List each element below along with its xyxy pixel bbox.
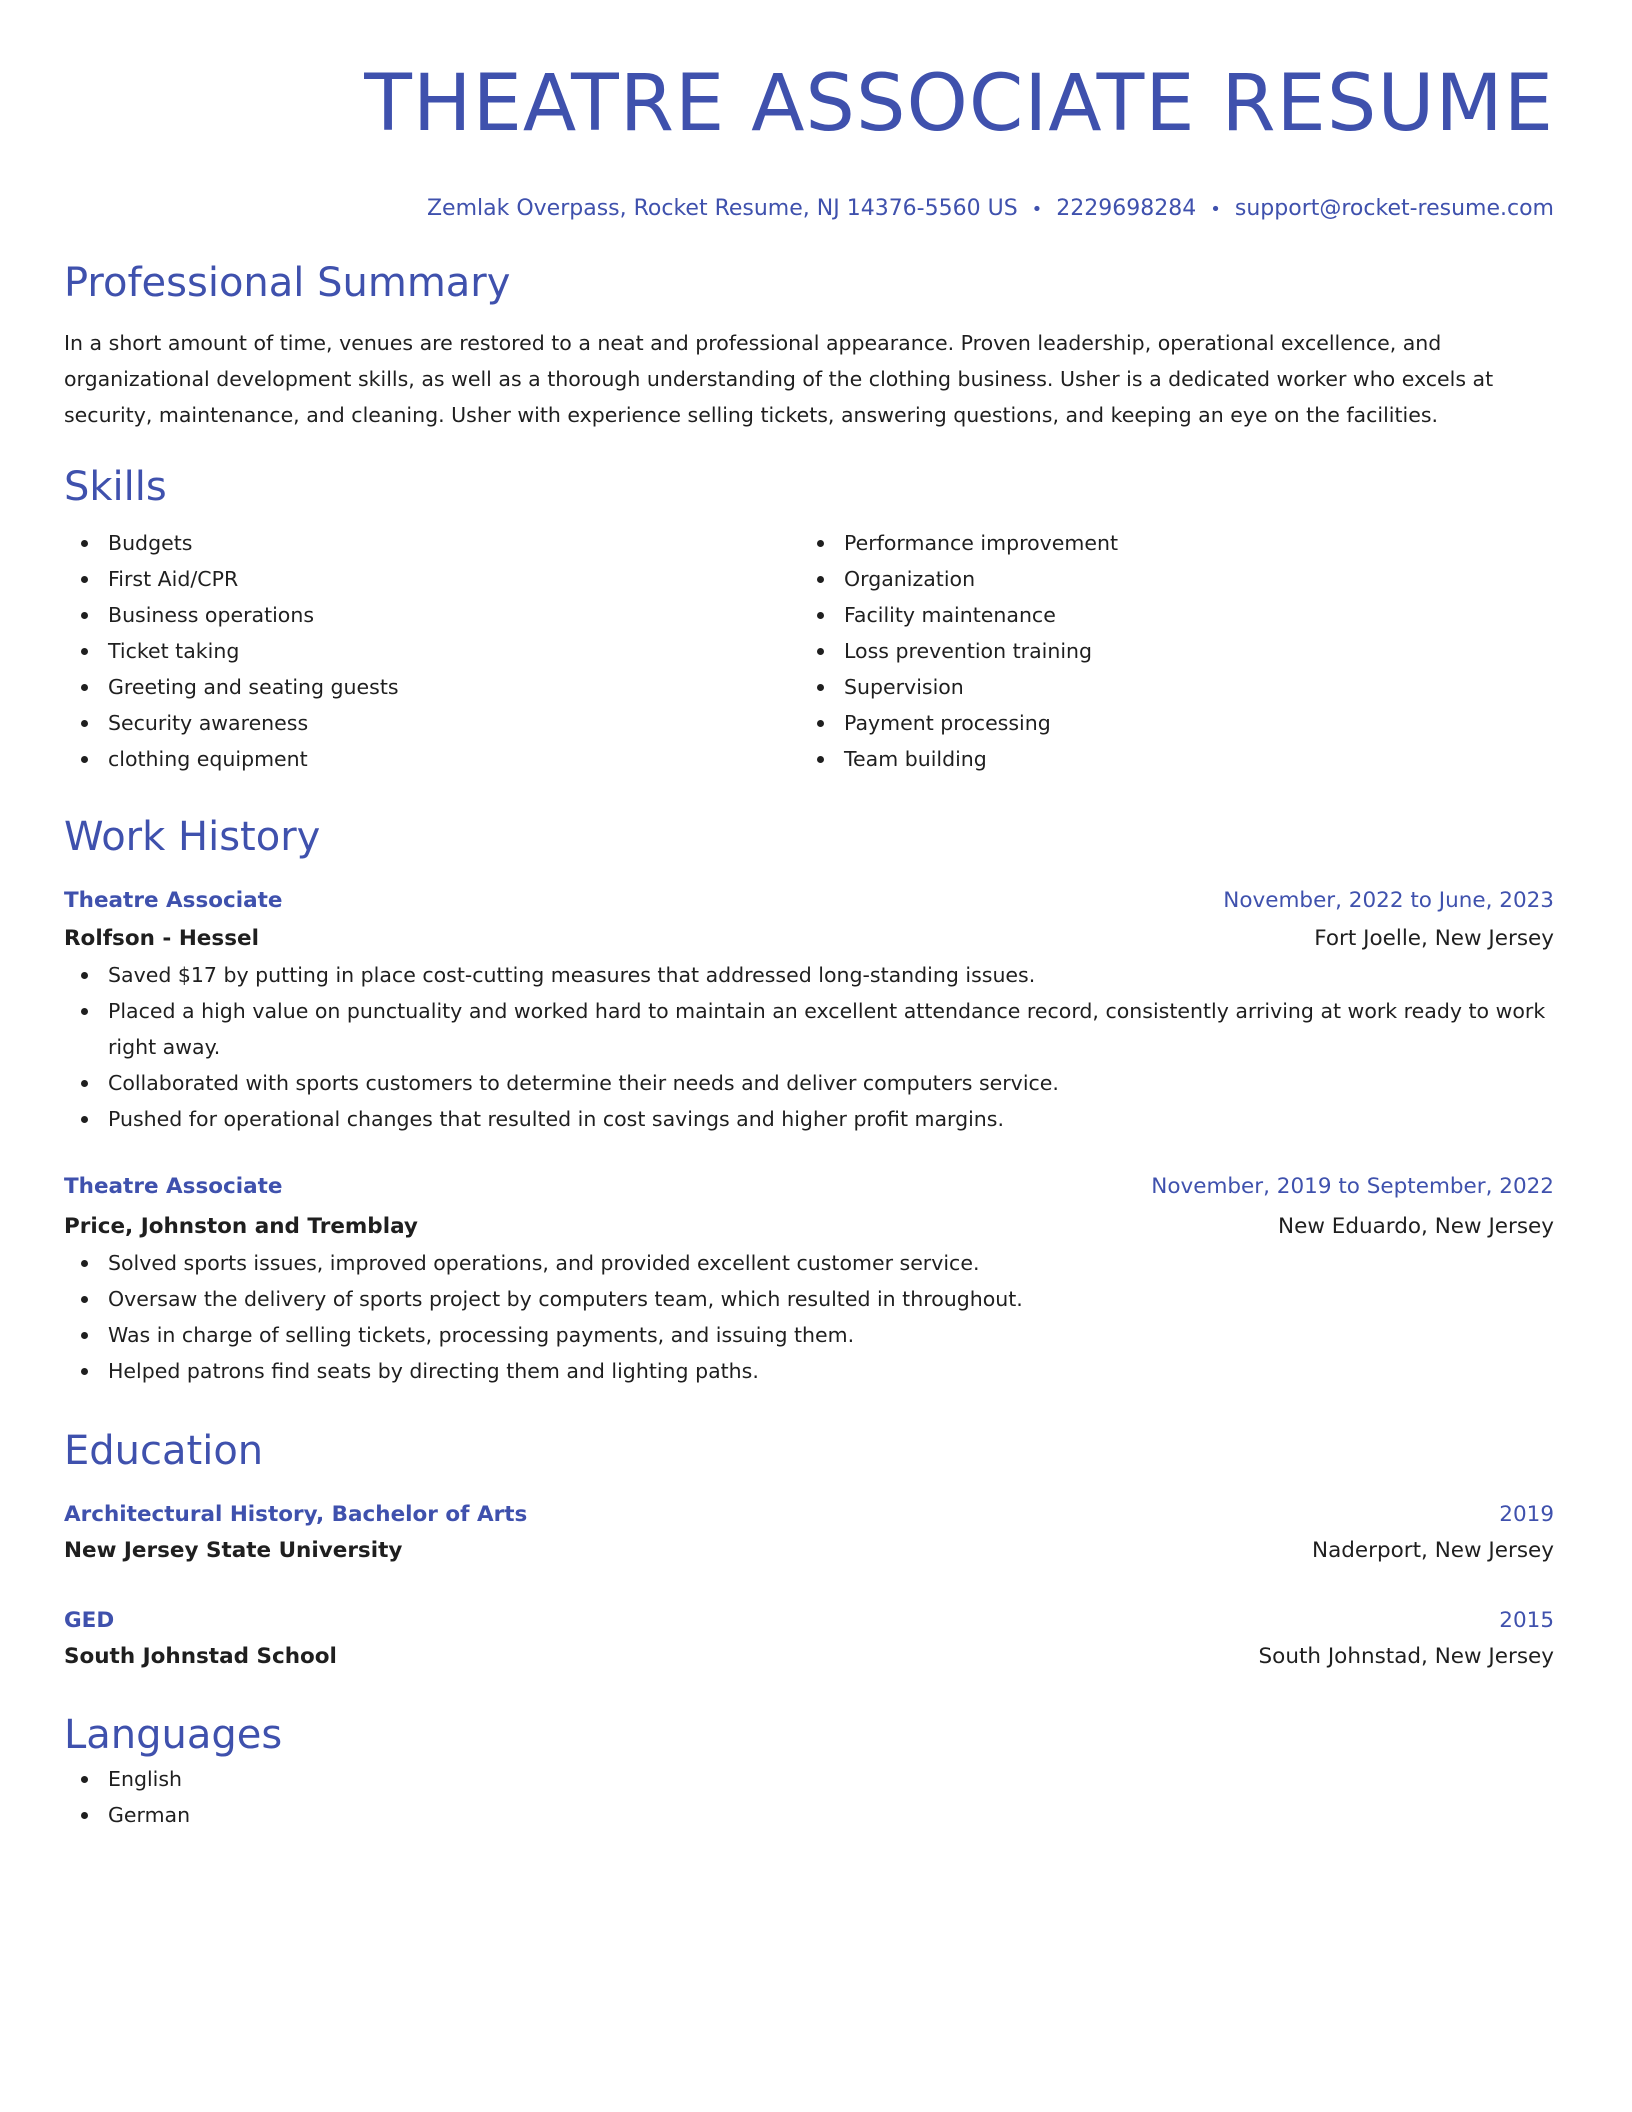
job-entry	[64, 1169, 1554, 1389]
education-location: South Johnstad, New Jersey	[1258, 1644, 1554, 1669]
job-bullet: Saved $17 by putting in place cost-cutting measures that addressed long-standing issues.	[64, 957, 1554, 993]
work-history-heading: Work History	[64, 814, 321, 860]
skills-list-left	[64, 525, 800, 777]
skills-heading: Skills	[64, 464, 167, 510]
job-bullet: Helped patrons find seats by directing them and lighting paths.	[64, 1353, 1554, 1389]
education-location: Naderport, New Jersey	[1311, 1538, 1554, 1563]
job-header-row	[64, 883, 1554, 919]
skill-item: Security awareness	[64, 705, 800, 741]
contact-separator: •	[1210, 199, 1221, 220]
job-bullet: Oversaw the delivery of sports project by computers team, which resulted in throughout.	[64, 1281, 1554, 1317]
language-item: German	[64, 1797, 1554, 1833]
job-title: Theatre Associate	[64, 888, 283, 913]
summary-heading: Professional Summary	[64, 260, 511, 306]
skill-item: First Aid/CPR	[64, 561, 800, 597]
job-bullet-list	[64, 957, 1554, 1137]
contact-line	[64, 194, 1554, 225]
education-entry	[64, 1603, 1554, 1675]
education-school-row	[64, 1533, 1554, 1569]
education-degree: GED	[64, 1608, 115, 1633]
job-bullet: Solved sports issues, improved operations, and provided excellent customer service.	[64, 1245, 1554, 1281]
job-company-row	[64, 1209, 1554, 1245]
job-bullet-list	[64, 1245, 1554, 1389]
education-entry	[64, 1497, 1554, 1569]
skills-grid	[64, 525, 1554, 777]
languages-heading: Languages	[64, 1712, 283, 1758]
job-bullet: Collaborated with sports customers to determine their needs and deliver computers service.	[64, 1065, 1554, 1101]
skill-item: Budgets	[64, 525, 800, 561]
job-dates: November, 2022 to June, 2023	[1223, 888, 1554, 913]
skills-list-right	[800, 525, 1536, 777]
contact-address: Zemlak Overpass, Rocket Resume, NJ 14376-5560 US	[426, 196, 1018, 221]
skill-item: clothing equipment	[64, 741, 800, 777]
skill-item: Performance improvement	[800, 525, 1536, 561]
job-header-row	[64, 1169, 1554, 1205]
education-heading: Education	[64, 1428, 264, 1474]
skill-item: Payment processing	[800, 705, 1536, 741]
summary-text: In a short amount of time, venues are restored to a neat and professional appearance. Proven leadership, operational excellence, and organizational development skills, as well as a thorough understanding of the clothing business. Usher is a dedicated worker who excels at security, maintenance, and cleaning. Usher with experience selling tickets, answering questions, and keeping an eye on the facilities.	[64, 331, 1494, 427]
job-title: Theatre Associate	[64, 1174, 283, 1199]
education-degree-row	[64, 1603, 1554, 1639]
job-entry	[64, 883, 1554, 1137]
job-company: Price, Johnston and Tremblay	[64, 1214, 418, 1239]
education-school: South Johnstad School	[64, 1644, 337, 1669]
contact-separator: •	[1031, 199, 1043, 220]
education-degree: Architectural History, Bachelor of Arts	[64, 1502, 528, 1527]
skill-item: Facility maintenance	[800, 597, 1536, 633]
job-location: Fort Joelle, New Jersey	[1314, 926, 1554, 951]
language-item: English	[64, 1761, 1554, 1797]
job-bullet: Pushed for operational changes that resulted in cost savings and higher profit margins.	[64, 1101, 1554, 1137]
education-school: New Jersey State University	[64, 1538, 403, 1563]
languages-list	[64, 1761, 1554, 1833]
skill-item: Greeting and seating guests	[64, 669, 800, 705]
job-bullet: Was in charge of selling tickets, processing payments, and issuing them.	[64, 1317, 1554, 1353]
education-year: 2019	[1499, 1502, 1554, 1527]
skill-item: Ticket taking	[64, 633, 800, 669]
contact-email: support@rocket-resume.com	[1234, 196, 1554, 221]
job-dates: November, 2019 to September, 2022	[1151, 1174, 1554, 1199]
skill-item: Loss prevention training	[800, 633, 1536, 669]
job-company: Rolfson - Hessel	[64, 926, 259, 951]
skill-item: Organization	[800, 561, 1536, 597]
resume-title: THEATRE ASSOCIATE RESUME	[364, 59, 1554, 149]
skill-item: Supervision	[800, 669, 1536, 705]
education-school-row	[64, 1639, 1554, 1675]
skill-item: Business operations	[64, 597, 800, 633]
resume-page	[64, 0, 1554, 1833]
job-location: New Eduardo, New Jersey	[1278, 1214, 1554, 1239]
education-degree-row	[64, 1497, 1554, 1533]
contact-phone: 2229698284	[1056, 196, 1197, 221]
education-year: 2015	[1499, 1608, 1554, 1633]
job-bullet: Placed a high value on punctuality and worked hard to maintain an excellent attendance record, consistently arriving at work ready to work right away.	[64, 993, 1554, 1065]
job-company-row	[64, 921, 1554, 957]
skill-item: Team building	[800, 741, 1536, 777]
